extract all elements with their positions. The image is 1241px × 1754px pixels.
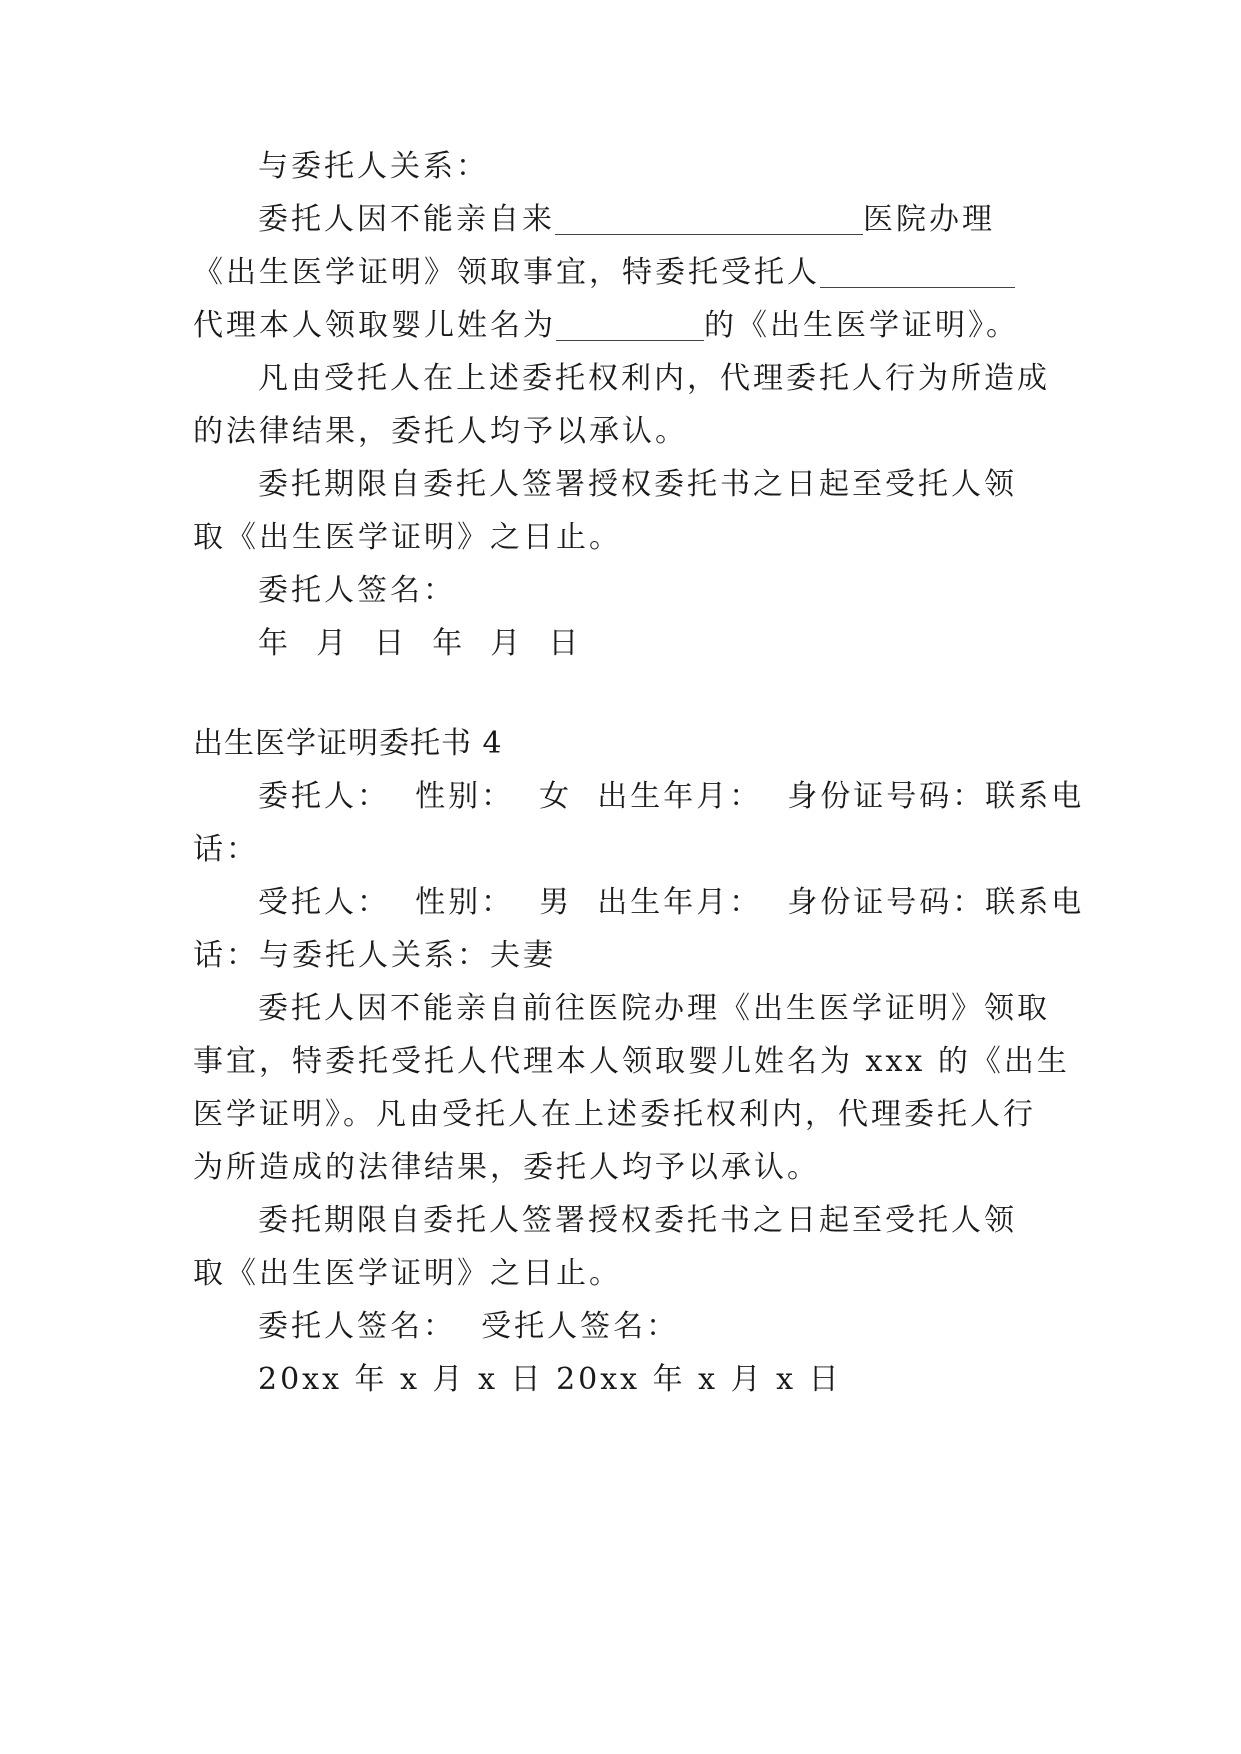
text-segment: 代理本人领取婴儿姓名为 <box>193 308 556 343</box>
blank-underline <box>820 257 1015 288</box>
text-line: 委托人因不能亲自前往医院办理《出生医学证明》领取 <box>258 991 1050 1026</box>
text-line: 20xx 年 x 月 x 日 20xx 年 x 月 x 日 <box>258 1362 842 1397</box>
text-line: 年 月 日 年 月 日 <box>258 626 582 661</box>
text-line: 凡由受托人在上述委托权利内，代理委托人行为所造成 <box>258 361 1050 396</box>
text-segment: 委托人因不能亲自来 <box>258 202 555 237</box>
blank-underline <box>556 310 704 341</box>
text-line: 取《出生医学证明》之日止。 <box>193 1256 622 1291</box>
text-line: 话：与委托人关系：夫妻 <box>193 938 556 973</box>
text-line: 与委托人关系： <box>258 149 489 184</box>
text-segment: 《出生医学证明》领取事宜，特委托受托人 <box>193 255 820 290</box>
text-line: 话： <box>193 832 259 867</box>
text-line: 委托期限自委托人签署授权委托书之日起至受托人领 <box>258 1203 1017 1238</box>
text-segment: 的《出生医学证明》。 <box>704 308 1019 343</box>
text-line <box>193 306 1019 346</box>
blank-underline <box>555 204 863 235</box>
text-line: 委托人签名： <box>258 573 456 608</box>
text-line: 受托人： 性别： 男 出生年月： 身份证号码：联系电 <box>258 885 1085 920</box>
section-heading: 出生医学证明委托书 4 <box>193 726 503 761</box>
text-line: 取《出生医学证明》之日止。 <box>193 520 622 555</box>
text-segment: 医院办理 <box>863 202 995 237</box>
text-line: 的法律结果，委托人均予以承认。 <box>193 414 688 449</box>
text-line: 为所造成的法律结果，委托人均予以承认。 <box>193 1150 820 1185</box>
text-line: 委托人签名： 受托人签名： <box>258 1309 680 1344</box>
text-line <box>193 253 1015 293</box>
text-line: 委托人： 性别： 女 出生年月： 身份证号码：联系电 <box>258 779 1085 814</box>
text-line: 医学证明》。凡由受托人在上述委托权利内，代理委托人行 <box>193 1097 1036 1132</box>
text-line <box>258 200 995 240</box>
text-line: 委托期限自委托人签署授权委托书之日起至受托人领 <box>258 467 1017 502</box>
text-line: 事宜，特委托受托人代理本人领取婴儿姓名为 xxx 的《出生 <box>193 1044 1070 1079</box>
